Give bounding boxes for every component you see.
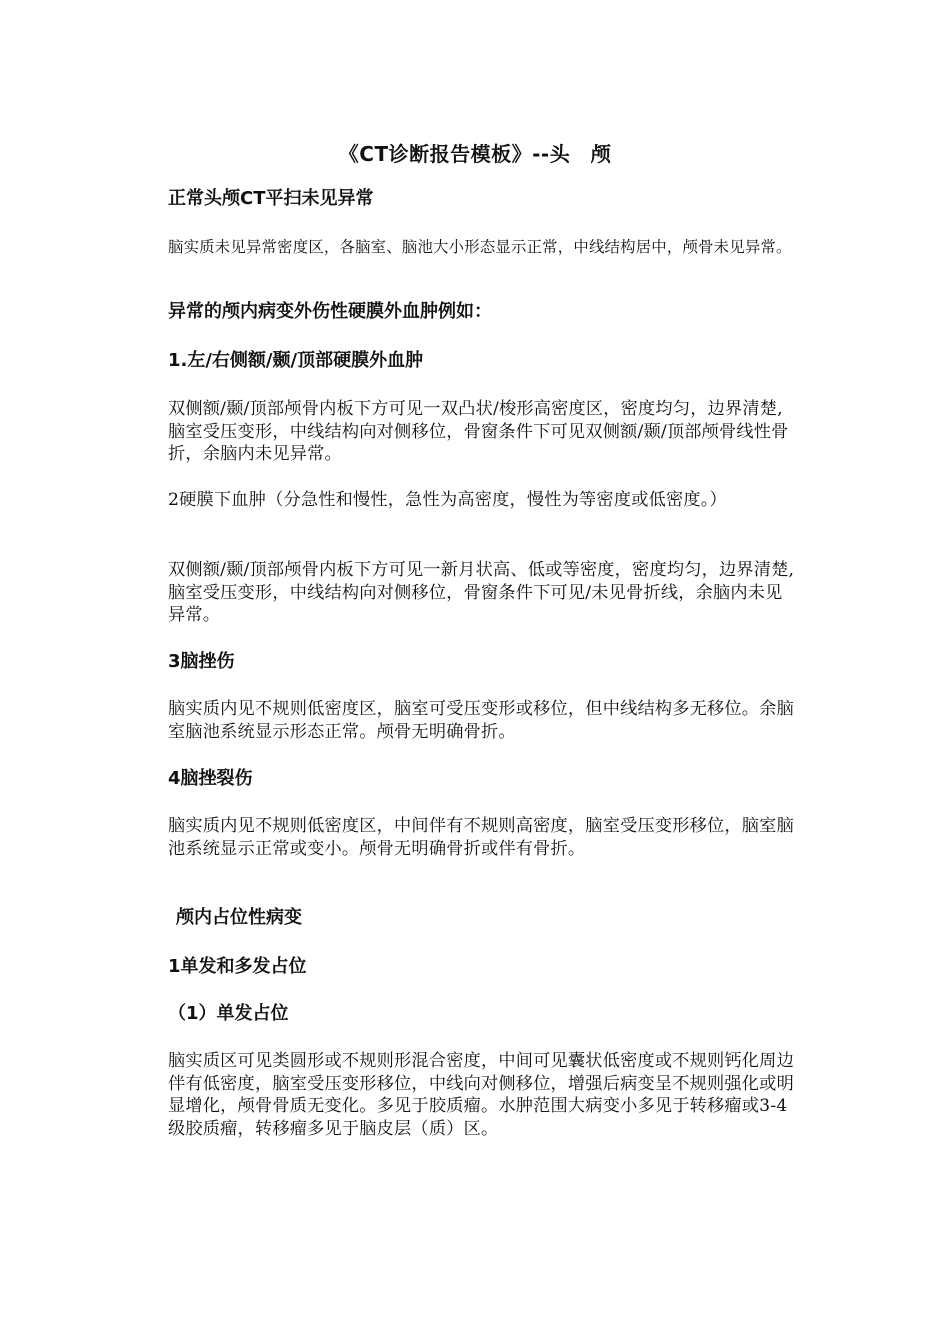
section-heading-space-occupying: 颅内占位性病变 [176,907,302,928]
paragraph-subdural-hematoma: 双侧额/颞/顶部颅骨内板下方可见一新月状高、低或等密度，密度均匀，边界清楚,脑室受压变形，中线结构向对侧移位，骨窗条件下可见/未见骨折线，余脑内未见异常。 [168,560,795,625]
paragraph-subdural-hematoma-title: 2硬膜下血肿（分急性和慢性，急性为高密度，慢性为等密度或低密度。） [168,490,727,510]
document-title: 《CT诊断报告模板》--头 颅 [338,142,612,166]
paragraph-single-space-occupying: 脑实质区可见类圆形或不规则形混合密度，中间可见囊状低密度或不规则钙化周边伴有低密度，脑室受压变形移位，中线向对侧移位，增强后病变呈不规则强化或明显增化，颅骨骨质无变化。多见于胶质瘤。水肿范围大病变小多见于转移瘤或3-4级胶质瘤，转移瘤多见于脑皮层（质）区。 [168,1051,794,1139]
section-heading-normal: 正常头颅CT平扫未见异常 [168,188,374,209]
section-heading-abnormal: 异常的颅内病变外伤性硬膜外血肿例如： [168,301,492,322]
paragraph-laceration: 脑实质内见不规则低密度区，中间伴有不规则高密度，脑室受压变形移位，脑室脑池系统显示正常或变小。颅骨无明确骨折或伴有骨折。 [168,816,794,859]
subheading-laceration: 4脑挫裂伤 [168,768,253,789]
paragraph-normal-findings: 脑实质未见异常密度区，各脑室、脑池大小形态显示正常，中线结构居中，颅骨未见异常。 [168,238,792,256]
subheading-single-multiple: 1单发和多发占位 [168,956,307,977]
subheading-single: （1）单发占位 [168,1003,289,1024]
paragraph-contusion: 脑实质内见不规则低密度区，脑室可受压变形或移位，但中线结构多无移位。余脑室脑池系统显示形态正常。颅骨无明确骨折。 [168,699,794,742]
paragraph-epidural-hematoma: 双侧额/颞/顶部颅骨内板下方可见一双凸状/梭形高密度区，密度均匀，边界清楚,脑室受压变形，中线结构向对侧移位，骨窗条件下可见双侧额/颞/顶部颅骨线性骨折，余脑内未见异常。 [168,399,789,464]
subheading-contusion: 3脑挫伤 [168,651,235,672]
subheading-epidural-hematoma: 1.左/右侧额/颞/顶部硬膜外血肿 [168,350,424,371]
